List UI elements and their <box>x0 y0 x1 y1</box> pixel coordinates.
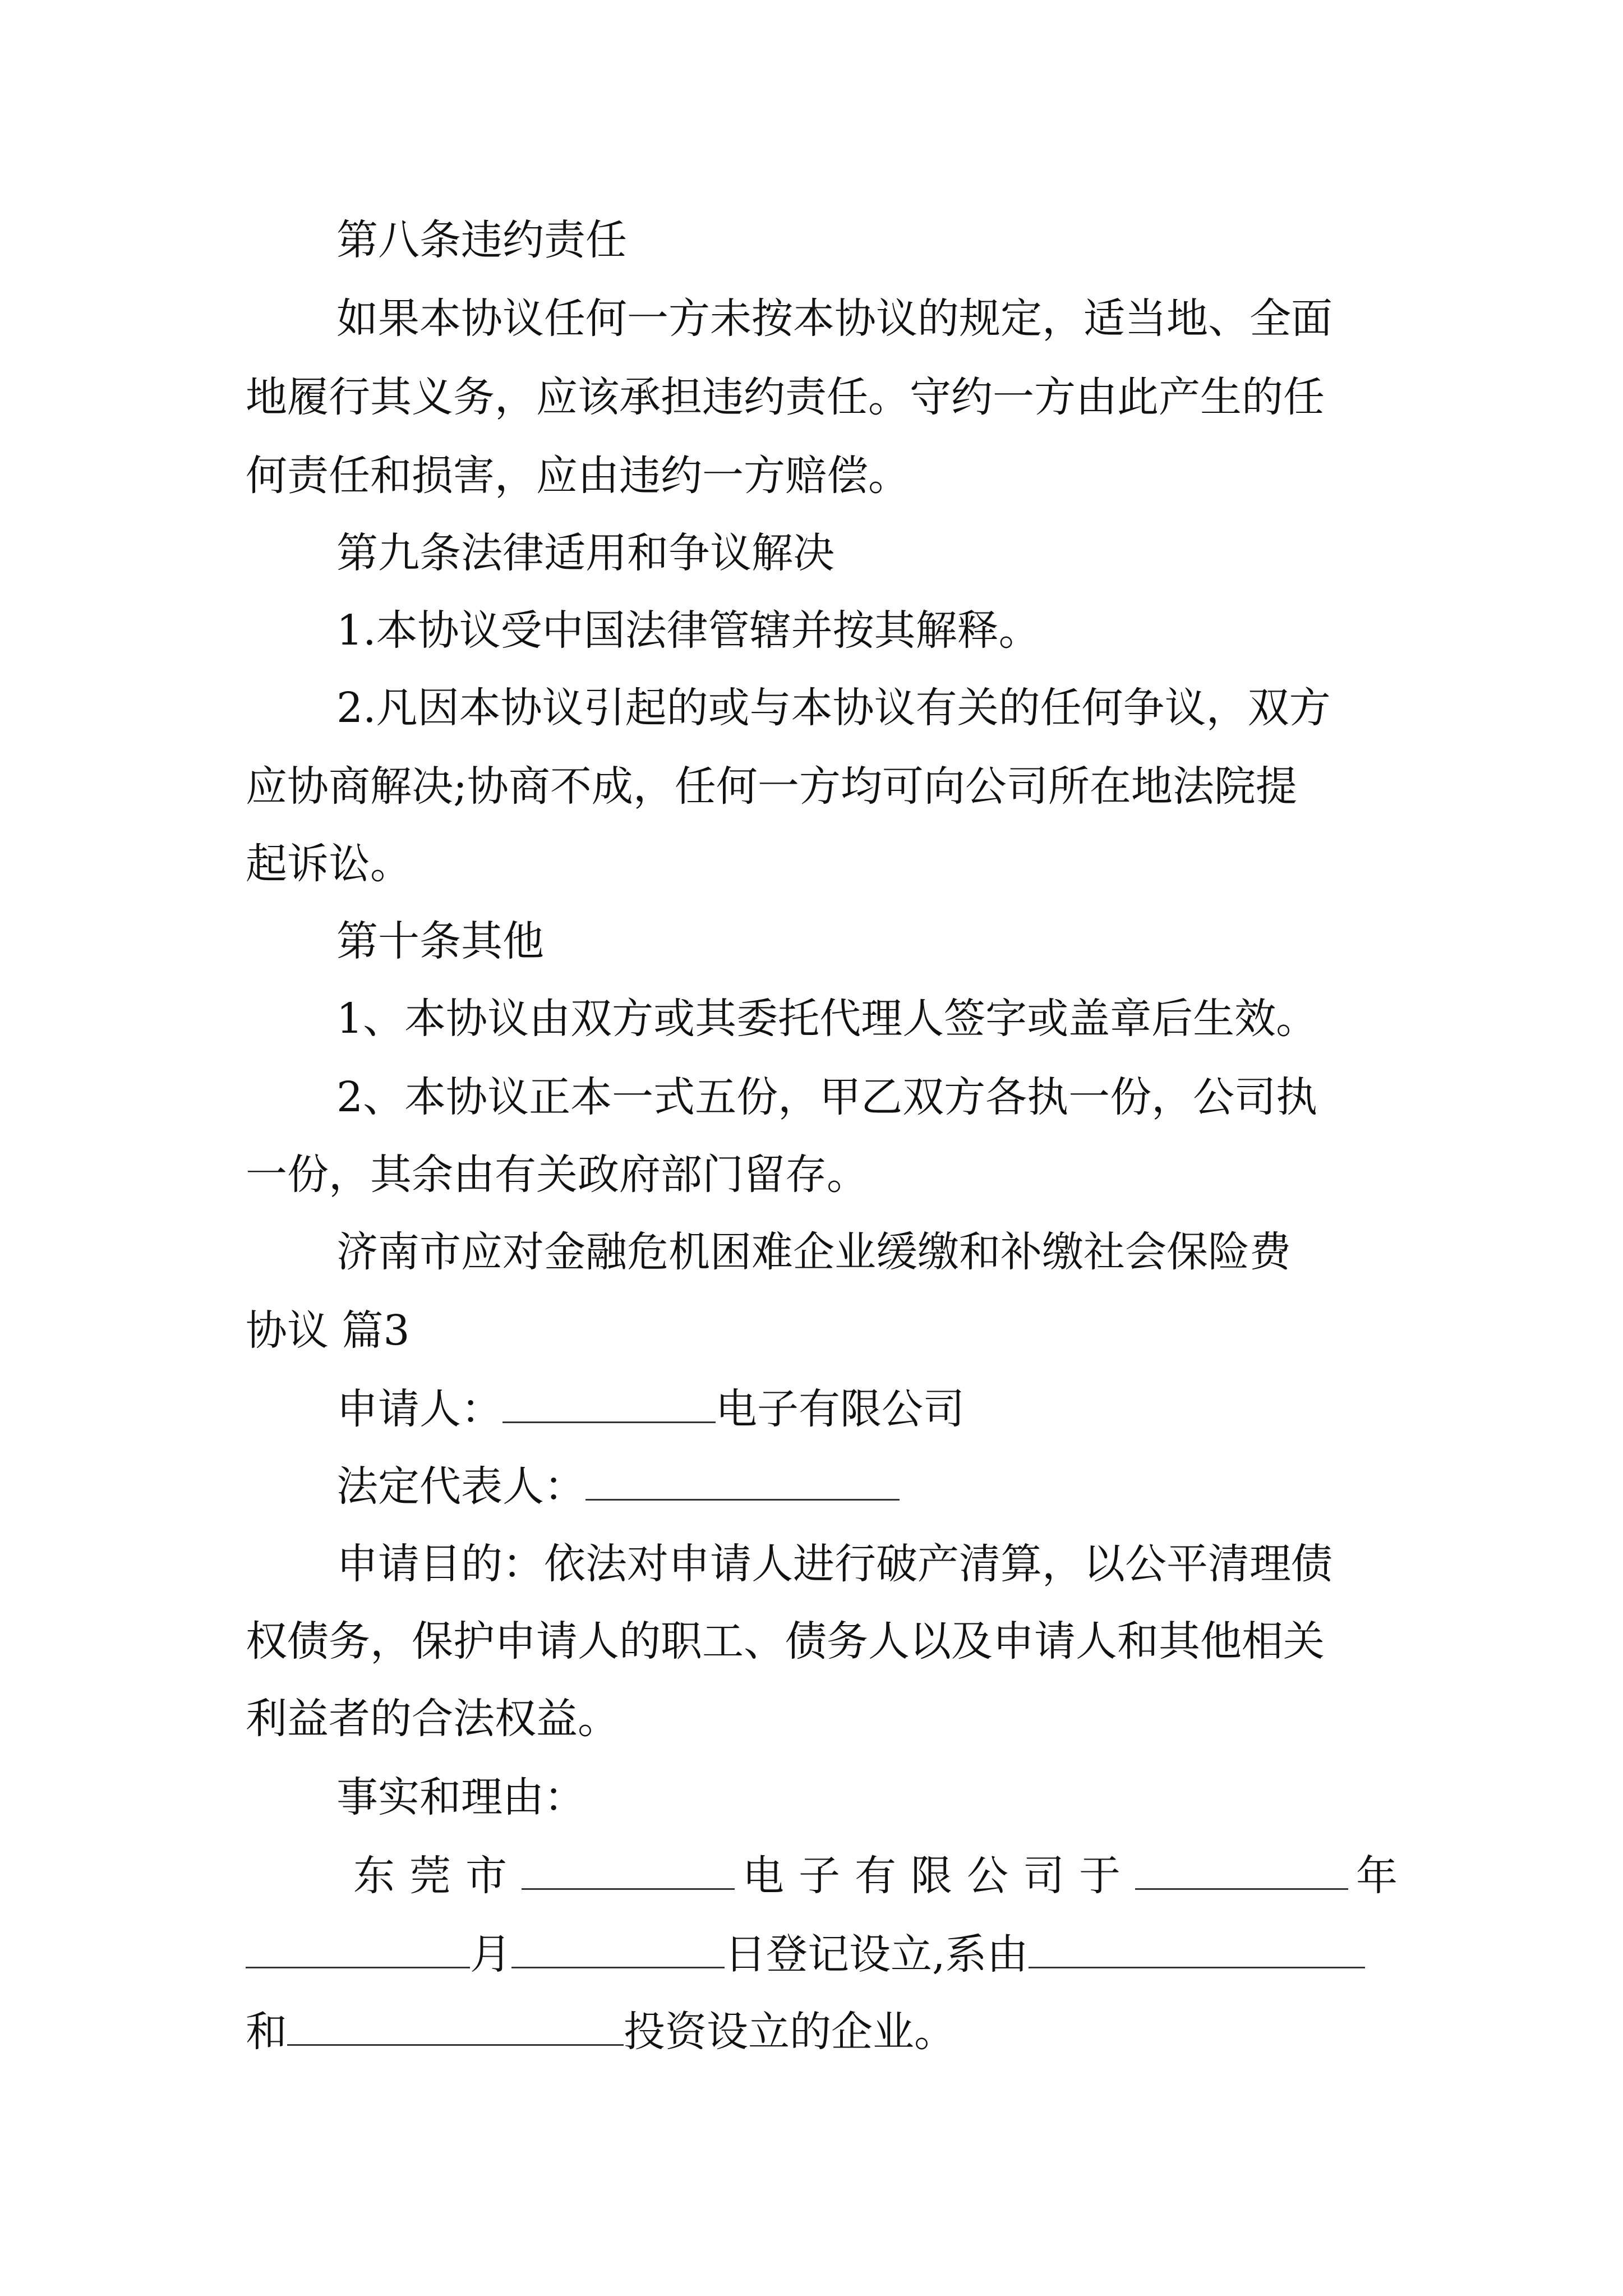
paragraph-line: 何责任和损害，应由违约一方赔偿。 <box>246 452 910 500</box>
facts-line-3 <box>246 2003 956 2060</box>
article-9-title: 第九条法律适用和争议解决 <box>336 529 834 577</box>
paragraph-line: 一份，其余由有关政府部门留存。 <box>246 1151 868 1199</box>
facts-line-1 <box>353 1847 1398 1904</box>
article-8-title: 第八条违约责任 <box>336 216 627 264</box>
paragraph-line: 应协商解决;协商不成，任何一方均可向公司所在地法院提 <box>246 762 1297 811</box>
legal-rep-line <box>336 1457 900 1515</box>
facts-company: 电子有限公司于 <box>743 1852 1135 1900</box>
paragraph-line: 申请目的：依法对申请人进行破产清算，以公平清理债 <box>336 1540 1332 1588</box>
paragraph-line: 如果本协议任何一方未按本协议的规定，适当地、全面 <box>336 295 1332 343</box>
paragraph-line: 起诉讼。 <box>246 840 412 888</box>
paragraph-line: 1、本协议由双方或其委托代理人签字或盖章后生效。 <box>336 995 1318 1043</box>
applicant-label: 申请人： <box>336 1385 502 1433</box>
company-name-blank <box>522 1847 735 1890</box>
facts-month-label: 月 <box>470 1930 511 1978</box>
paragraph-line: 2.凡因本协议引起的或与本协议有关的任何争议，双方 <box>336 684 1331 732</box>
applicant-suffix: 电子有限公司 <box>716 1385 965 1433</box>
paragraph-line: 1.本协议受中国法律管辖并按其解释。 <box>336 606 1040 655</box>
paragraph-line: 利益者的合法权益。 <box>246 1695 619 1743</box>
facts-line-2 <box>246 1925 1365 1982</box>
day-blank <box>511 1925 725 1968</box>
investor-2-blank <box>287 2003 624 2046</box>
applicant-line <box>336 1380 965 1437</box>
legal-rep-label: 法定代表人： <box>336 1462 585 1511</box>
facts-year-label: 年 <box>1356 1852 1398 1900</box>
facts-and: 和 <box>246 2008 287 2056</box>
section-heading: 协议 篇3 <box>246 1306 410 1355</box>
facts-label: 事实和理由： <box>336 1773 585 1821</box>
investor-1-blank <box>1029 1925 1365 1968</box>
article-10-title: 第十条其他 <box>336 917 544 965</box>
facts-investment: 投资设立的企业。 <box>624 2008 956 2056</box>
year-blank <box>1135 1847 1348 1890</box>
applicant-name-blank <box>502 1380 716 1423</box>
legal-rep-blank <box>585 1457 900 1501</box>
month-blank <box>246 1925 470 1968</box>
paragraph-line: 权债务，保护申请人的职工、债务人以及申请人和其他相关 <box>246 1617 1325 1665</box>
facts-registration: 日登记设立,系由 <box>725 1930 1029 1978</box>
paragraph-line: 地履行其义务，应该承担违约责任。守约一方由此产生的任 <box>246 373 1325 421</box>
section-heading: 济南市应对金融危机困难企业缓缴和补缴社会保险费 <box>336 1228 1291 1276</box>
paragraph-line: 2、本协议正本一式五份，甲乙双方各执一份，公司执 <box>336 1073 1318 1121</box>
facts-city: 东莞市 <box>353 1852 522 1900</box>
